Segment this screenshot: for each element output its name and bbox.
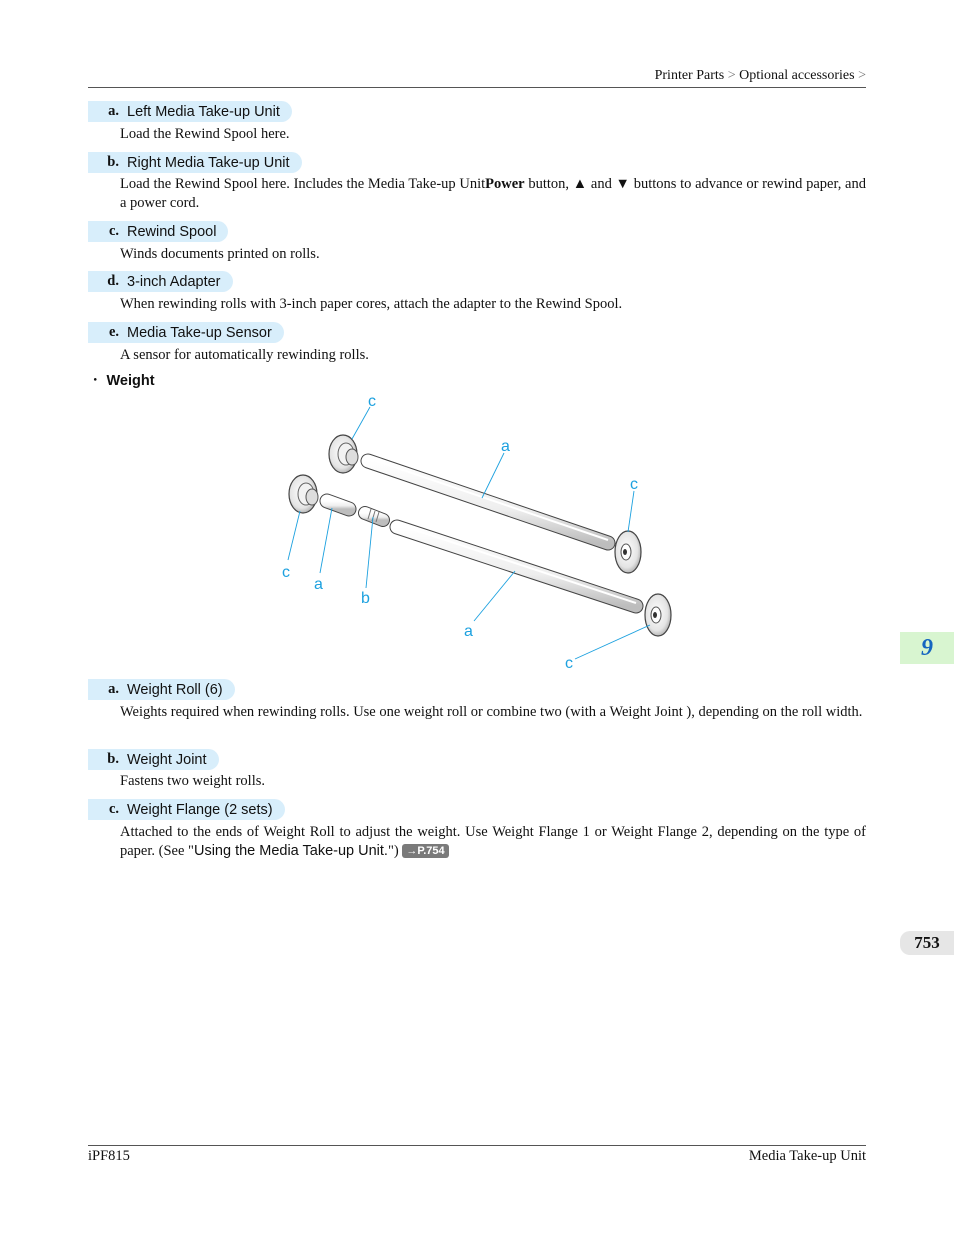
- chapter-tab[interactable]: 9: [900, 632, 954, 664]
- desc-text: "): [387, 843, 399, 859]
- page-header: [88, 66, 866, 88]
- figure-label-a: a: [464, 623, 473, 640]
- term-weight-joint: [88, 749, 219, 770]
- desc-text: Load the Rewind Spool here. Includes the Media Take-up Unit: [120, 176, 486, 192]
- figure-label-a: a: [501, 438, 510, 455]
- term-3-inch-adapter: [88, 271, 233, 292]
- term-label: Right Media Take-up Unit: [127, 154, 290, 171]
- term-weight-roll: [88, 679, 235, 700]
- upper-right-flange: [615, 531, 641, 573]
- weight-parts-figure: [270, 388, 690, 673]
- page-footer: [88, 1145, 866, 1164]
- term-weight-flange: [88, 799, 285, 820]
- term-letter: c.: [108, 801, 119, 817]
- term-label: 3-inch Adapter: [127, 273, 221, 290]
- page-reference-link[interactable]: →P.754: [402, 844, 448, 858]
- figure-label-c: c: [368, 393, 376, 410]
- desc-text: button, ▲ and ▼ buttons to advance or rewind paper, and a power cord.: [120, 176, 866, 211]
- figure-label-a: a: [314, 576, 323, 593]
- weight-heading: [88, 369, 155, 390]
- term-description: Winds documents printed on rolls.: [120, 246, 320, 262]
- term-label: Weight Flange (2 sets): [127, 801, 273, 818]
- term-label: Weight Joint: [127, 751, 207, 768]
- figure-label-c: c: [630, 476, 638, 493]
- breadcrumb-separator: >: [858, 68, 866, 83]
- lower-right-flange: [645, 594, 671, 636]
- term-right-media-take-up-unit: [88, 152, 302, 173]
- short-weight-roll: [327, 501, 349, 509]
- term-label: Media Take-up Sensor: [127, 324, 272, 341]
- term-label: Weight Roll (6): [127, 681, 223, 698]
- upper-left-flange: [329, 435, 358, 473]
- term-letter: c.: [108, 223, 119, 239]
- term-letter: a.: [108, 103, 119, 119]
- figure-label-c: c: [565, 655, 573, 672]
- using-media-take-up-unit-link[interactable]: Using the Media Take-up Unit.: [193, 843, 388, 859]
- term-letter: d.: [107, 273, 119, 289]
- term-description: When rewinding rolls with 3-inch paper cores, attach the adapter to the Rewind Spool.: [120, 296, 623, 312]
- figure-label-b: b: [361, 590, 370, 607]
- breadcrumb: [655, 68, 866, 84]
- figure-label-c: c: [282, 564, 290, 581]
- weight-title: Weight: [106, 373, 155, 389]
- footer-section-title: Media Take-up Unit: [748, 1148, 866, 1164]
- term-rewind-spool: [88, 221, 228, 242]
- term-label: Left Media Take-up Unit: [127, 103, 280, 120]
- weight-joint: [365, 509, 383, 522]
- term-letter: b.: [107, 154, 119, 170]
- desc-text: Attached to the ends of Weight Roll to adjust the weight. Use Weight Flange 1 or Weight Flange 2, depending on the type of paper. (See ": [120, 824, 866, 859]
- term-description: Fastens two weight rolls.: [120, 773, 265, 789]
- footer-model: iPF815: [88, 1148, 130, 1164]
- breadcrumb-printer-parts[interactable]: Printer Parts: [654, 68, 725, 83]
- lower-left-flange: [289, 475, 318, 513]
- term-description: A sensor for automatically rewinding rolls.: [120, 347, 369, 363]
- term-description: Weights required when rewinding rolls. Use one weight roll or combine two (with a Weight Joint ), depending on the roll width.: [120, 704, 863, 720]
- term-letter: a.: [108, 681, 119, 697]
- term-left-media-take-up-unit: [88, 101, 292, 122]
- term-description: [120, 175, 866, 213]
- power-button-name: Power: [485, 176, 525, 192]
- term-description: [120, 823, 866, 861]
- term-media-take-up-sensor: [88, 322, 284, 343]
- page-number: 753: [900, 931, 954, 955]
- breadcrumb-optional-accessories[interactable]: Optional accessories: [739, 68, 855, 83]
- breadcrumb-separator: >: [727, 68, 736, 83]
- term-label: Rewind Spool: [127, 223, 217, 240]
- bullet: ・: [88, 373, 103, 389]
- term-description: Load the Rewind Spool here.: [120, 126, 290, 142]
- term-letter: b.: [107, 751, 119, 767]
- term-letter: e.: [108, 324, 119, 340]
